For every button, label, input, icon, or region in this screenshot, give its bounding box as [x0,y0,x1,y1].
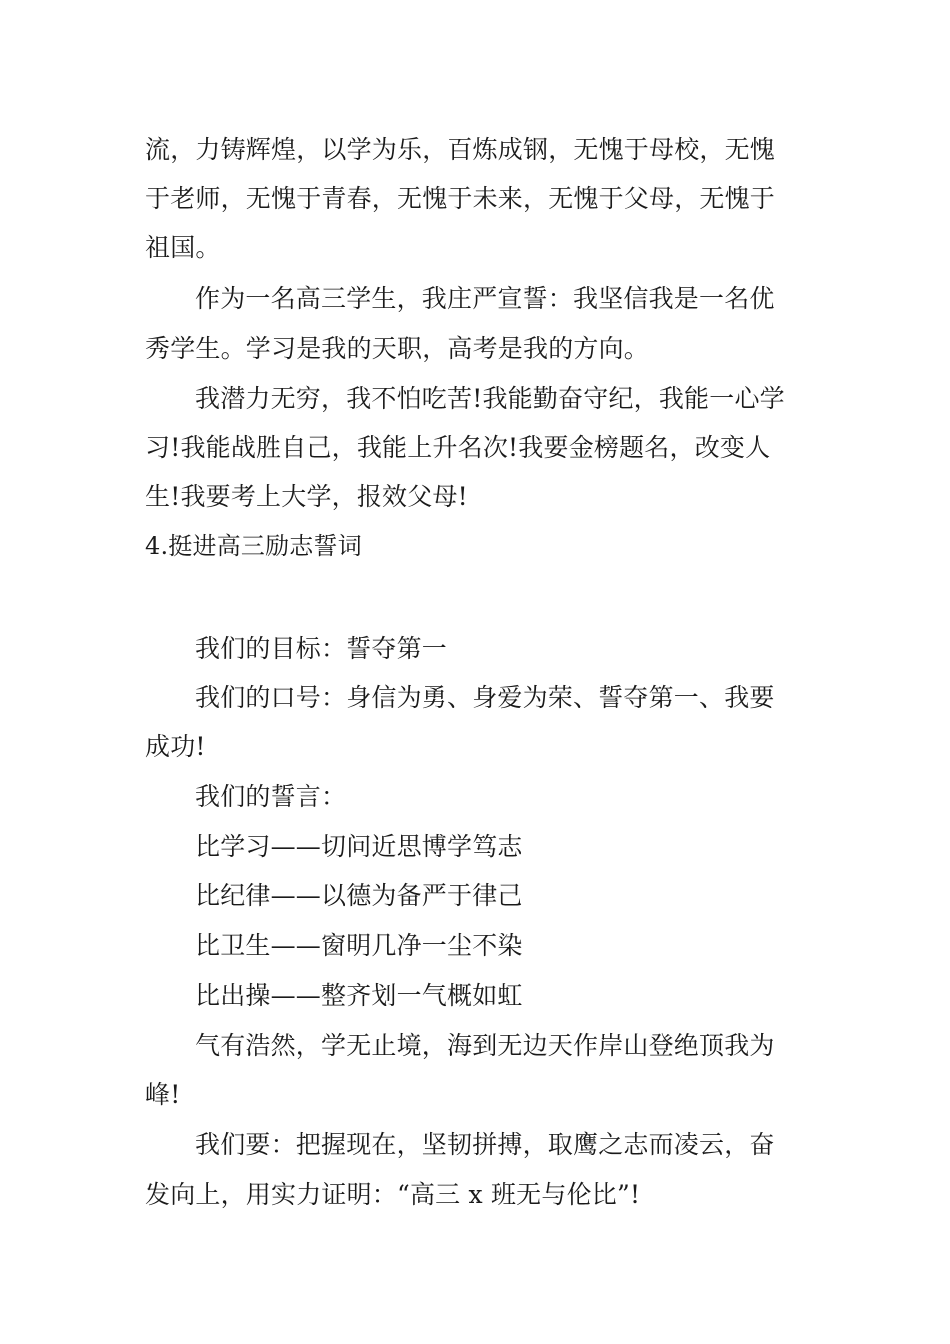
paragraph-line: 于老师，无愧于青春，无愧于未来，无愧于父母，无愧于 [145,184,776,213]
paragraph-line: 我潜力无穷，我不怕吃苦!我能勤奋守纪，我能一心学 [195,384,785,413]
paragraph-line: 秀学生。学习是我的天职，高考是我的方向。 [145,334,650,363]
paragraph-line: 生!我要考上大学，报效父母! [145,482,468,511]
paragraph-line: 发向上，用实力证明：“高三 x 班无与伦比”! [145,1180,641,1209]
slogan-line: 我们的口号：身信为勇、身爱为荣、誓夺第一、我要 [195,683,775,712]
oath-item: 比纪律——以德为备严于律己 [195,881,523,910]
paragraph-line: 我们要：把握现在，坚韧拼搏，取鹰之志而凌云，奋 [195,1130,775,1159]
paragraph-line: 作为一名高三学生，我庄严宣誓：我坚信我是一名优 [195,284,775,313]
oath-label: 我们的誓言： [195,782,347,811]
oath-item: 比学习——切问近思博学笃志 [195,832,523,861]
paragraph-line: 气有浩然，学无止境，海到无边天作岸山登绝顶我为 [195,1031,775,1060]
oath-item: 比卫生——窗明几净一尘不染 [195,931,523,960]
goal-line: 我们的目标：誓夺第一 [195,634,448,663]
section-heading: 4.挺进高三励志誓词 [145,532,362,560]
slogan-line: 成功! [145,732,206,761]
oath-item: 比出操——整齐划一气概如虹 [195,981,523,1010]
paragraph-line: 流，力铸辉煌，以学为乐，百炼成钢，无愧于母校，无愧 [145,135,776,164]
paragraph-line: 峰! [145,1080,181,1109]
paragraph-line: 习!我能战胜自己，我能上升名次!我要金榜题名，改变人 [145,433,771,462]
paragraph-line: 祖国。 [145,233,221,262]
